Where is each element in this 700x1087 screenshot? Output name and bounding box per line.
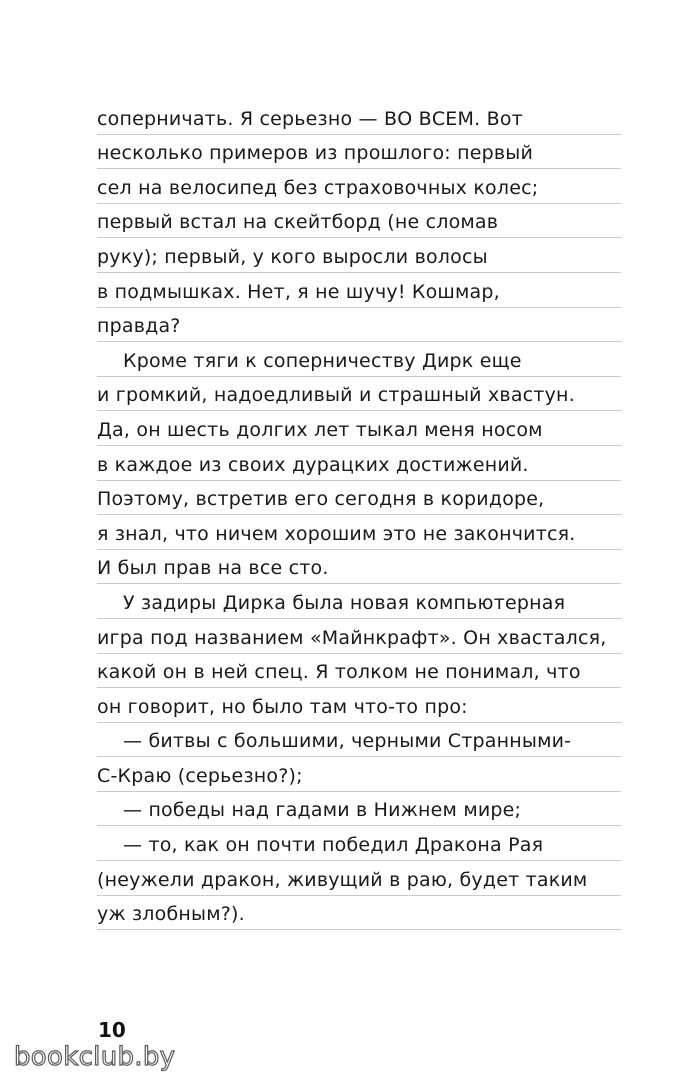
ruled-line bbox=[97, 723, 621, 758]
line-text: первый встал на скейтборд (не сломав bbox=[97, 211, 499, 234]
ruled-line bbox=[97, 481, 621, 516]
line-text: правда? bbox=[97, 315, 181, 338]
line-text: Да, он шесть долгих лет тыкал меня носом bbox=[97, 418, 543, 441]
ruled-line bbox=[97, 308, 621, 343]
line-text: в подмышках. Нет, я не шучу! Кошмар, bbox=[97, 280, 500, 303]
line-text: руку); первый, у кого выросли волосы bbox=[97, 245, 488, 268]
ruled-line bbox=[97, 273, 621, 308]
line-text: несколько примеров из прошлого: первый bbox=[97, 142, 534, 165]
ruled-line bbox=[97, 377, 621, 412]
line-text: С-Краю (серьезно?); bbox=[97, 764, 303, 787]
line-text: сел на велосипед без страховочных колес; bbox=[97, 176, 539, 199]
ruled-line bbox=[97, 342, 621, 377]
ruled-line bbox=[97, 100, 621, 135]
ruled-line bbox=[97, 204, 621, 239]
watermark: bookclub.by bbox=[14, 1042, 176, 1072]
line-text: уж злобным?). bbox=[97, 903, 245, 926]
line-text: И был прав на все сто. bbox=[97, 557, 329, 580]
line-text: У задиры Дирка была новая компьютерная bbox=[123, 591, 566, 614]
line-text: какой он в ней спец. Я толком не понимал, что bbox=[97, 661, 581, 684]
line-text: он говорит, но было там что-то про: bbox=[97, 695, 468, 718]
ruled-line bbox=[97, 135, 621, 170]
ruled-line bbox=[97, 515, 621, 550]
line-text: я знал, что ничем хорошим это не закончится. bbox=[97, 522, 576, 545]
ruled-line bbox=[97, 550, 621, 585]
line-text: и громкий, надоедливый и страшный хвастун. bbox=[97, 384, 575, 407]
ruled-line bbox=[97, 446, 621, 481]
ruled-line bbox=[97, 826, 621, 861]
page-number: 10 bbox=[98, 1018, 126, 1042]
line-text: игра под названием «Майнкрафт». Он хвастался, bbox=[97, 626, 607, 649]
line-text: — то, как он почти победил Дракона Рая bbox=[123, 834, 544, 857]
ruled-line bbox=[97, 619, 621, 654]
ruled-line bbox=[97, 169, 621, 204]
ruled-line bbox=[97, 584, 621, 619]
ruled-line bbox=[97, 861, 621, 896]
ruled-line bbox=[97, 688, 621, 723]
line-text: — битвы с большими, черными Странными- bbox=[123, 730, 572, 753]
ruled-line bbox=[97, 411, 621, 446]
ruled-text-block bbox=[97, 100, 621, 930]
ruled-line bbox=[97, 896, 621, 931]
line-text: — победы над гадами в Нижнем мире; bbox=[123, 799, 522, 822]
ruled-line bbox=[97, 654, 621, 689]
line-text: в каждое из своих дурацких достижений. bbox=[97, 453, 529, 476]
ruled-line bbox=[97, 792, 621, 827]
ruled-line bbox=[97, 757, 621, 792]
line-text: (неужели дракон, живущий в раю, будет таким bbox=[97, 868, 588, 891]
line-text: Кроме тяги к соперничеству Дирк еще bbox=[123, 349, 522, 372]
ruled-line bbox=[97, 238, 621, 273]
line-text: соперничать. Я серьезно — ВО ВСЕМ. Вот bbox=[97, 107, 523, 130]
line-text: Поэтому, встретив его сегодня в коридоре, bbox=[97, 488, 545, 511]
